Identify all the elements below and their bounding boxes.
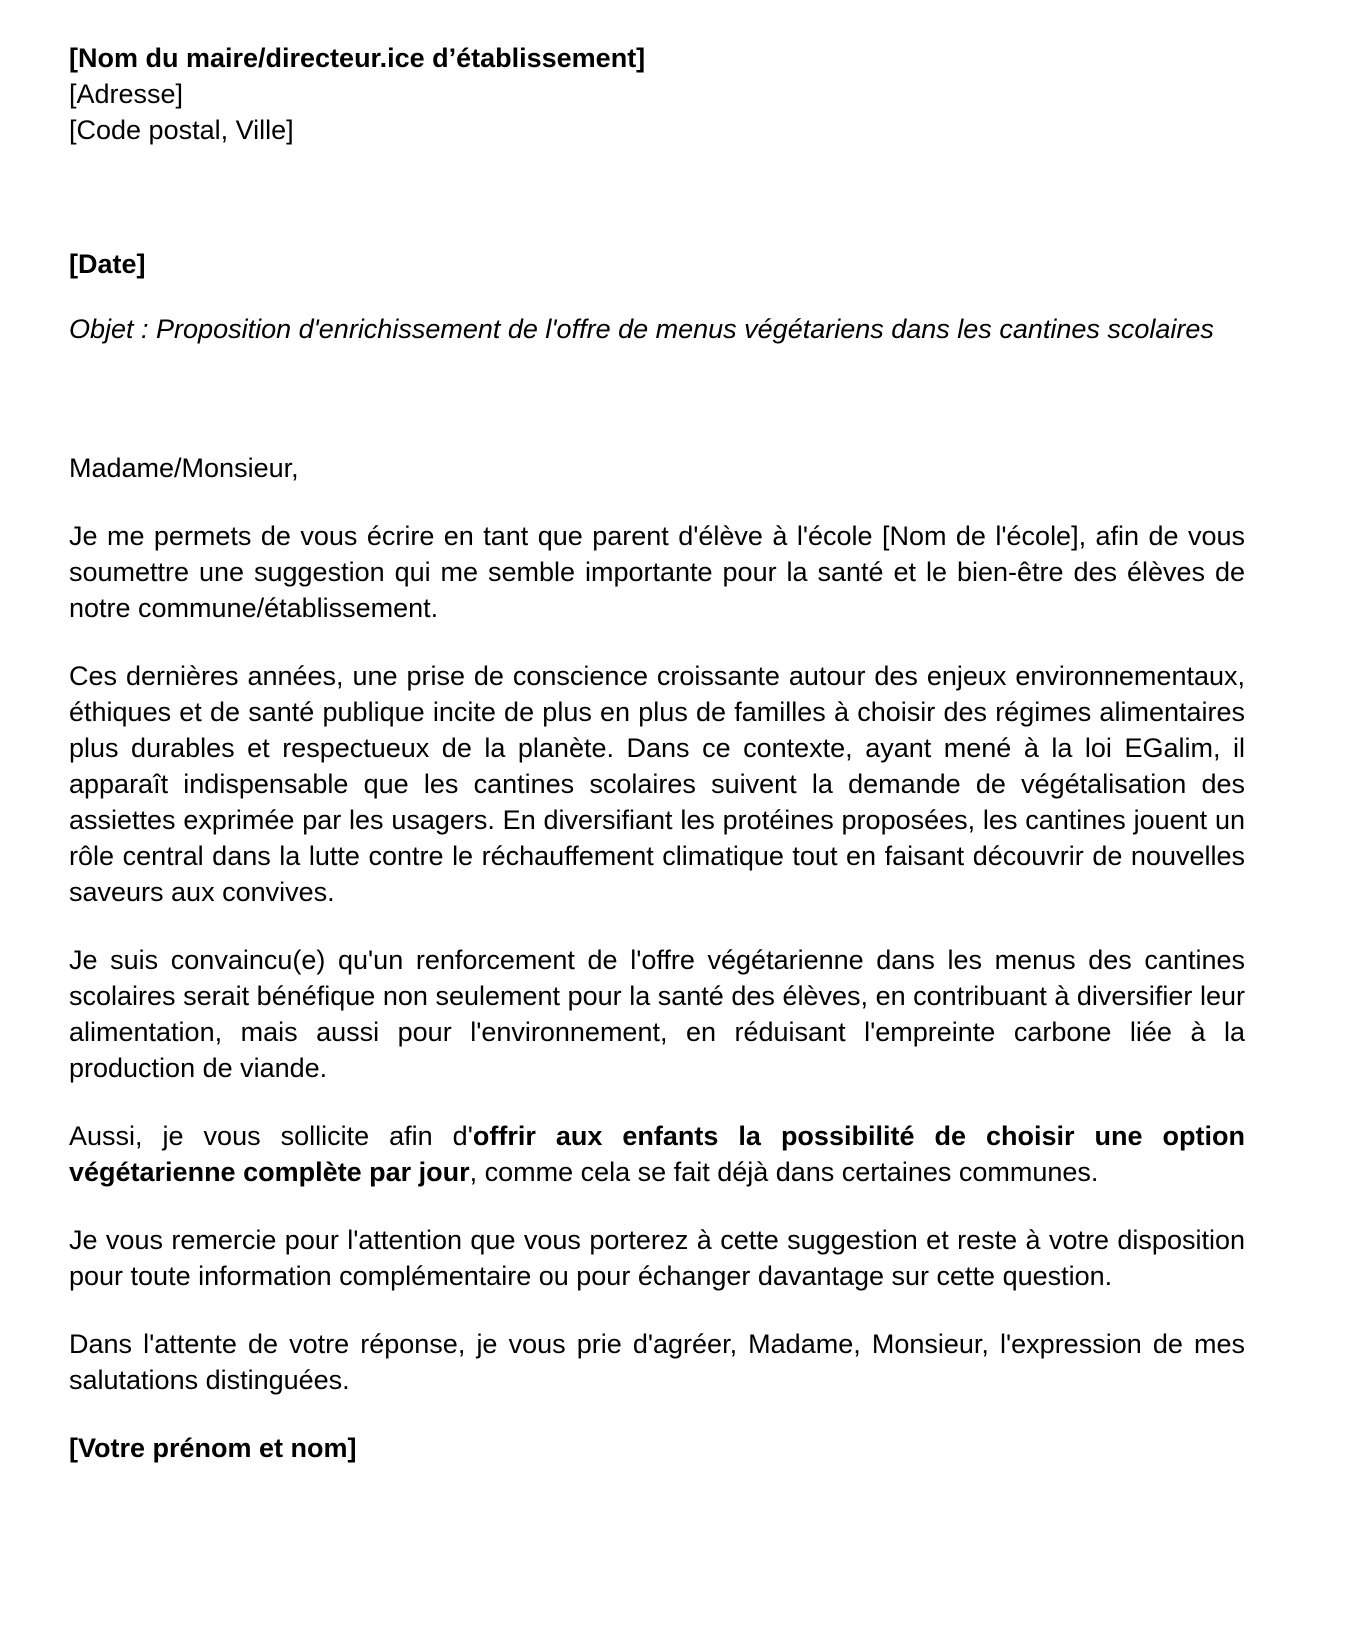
letter-date: [Date]	[69, 249, 146, 279]
paragraph-context: Ces dernières années, une prise de conscience croissante autour des enjeux environnementaux, éthiques et de santé publique incite de plus en plus de familles à choisir des régimes alimentaires plus durables et respectueux de la planète. Dans ce contexte, ayant mené à la loi EGalim, il apparaît indispensable que les cantines scolaires suivent la demande de végétalisation des assiettes exprimée par les usagers. En diversifiant les protéines proposées, les cantines jouent un rôle central dans la lutte contre le réchauffement climatique tout en faisant découvrir de nouvelles saveurs aux convives.	[69, 661, 1245, 907]
letter-subject: Objet : Proposition d'enrichissement de l'offre de menus végétariens dans les cantines scolaires	[69, 314, 1214, 344]
request-highlight: offrir aux enfants la possibilité de choisir une option végétarienne complète par jour	[69, 1121, 1246, 1187]
letter-salutation: Madame/Monsieur,	[69, 453, 299, 483]
recipient-address: [Adresse]	[69, 79, 184, 109]
recipient-block	[69, 40, 1245, 148]
letter-document	[69, 40, 1245, 1466]
letter-signature: [Votre prénom et nom]	[69, 1433, 357, 1463]
paragraph-intro: Je me permets de vous écrire en tant que parent d'élève à l'école [Nom de l'école], afin de vous soumettre une suggestion qui me semble importante pour la santé et le bien-être des élèves de notre commune/établissement.	[69, 521, 1245, 623]
recipient-name: [Nom du maire/directeur.ice d’établissement]	[69, 43, 646, 73]
paragraph-request	[69, 1118, 1245, 1190]
recipient-city: [Code postal, Ville]	[69, 115, 294, 145]
request-text-start: Aussi, je vous sollicite afin d'	[69, 1121, 473, 1151]
paragraph-conviction: Je suis convaincu(e) qu'un renforcement de l'offre végétarienne dans les menus des cantines scolaires serait bénéfique non seulement pour la santé des élèves, en contribuant à diversifier leur alimentation, mais aussi pour l'environnement, en réduisant l'empreinte carbone liée à la production de viande.	[69, 945, 1245, 1083]
paragraph-closing: Dans l'attente de votre réponse, je vous prie d'agréer, Madame, Monsieur, l'expression de mes salutations distinguées.	[69, 1329, 1245, 1395]
paragraph-thanks: Je vous remercie pour l'attention que vous porterez à cette suggestion et reste à votre disposition pour toute information complémentaire ou pour échanger davantage sur cette question.	[69, 1225, 1245, 1291]
request-text-end: , comme cela se fait déjà dans certaines communes.	[469, 1157, 1099, 1187]
